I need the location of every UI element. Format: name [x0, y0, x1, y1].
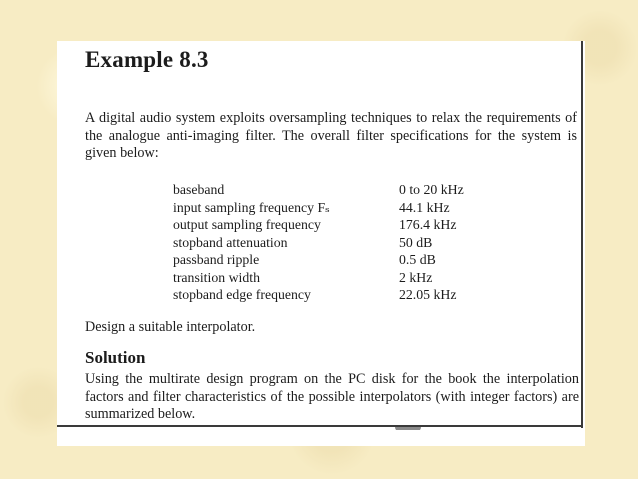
spec-parameter: stopband attenuation [173, 234, 288, 250]
document-page [57, 41, 581, 425]
spec-row [173, 234, 464, 252]
specification-table [173, 181, 464, 304]
design-task: Design a suitable interpolator. [85, 319, 256, 335]
spec-parameter: stopband edge frequency [173, 287, 311, 302]
spec-row [173, 286, 464, 304]
slide-frame [57, 41, 585, 446]
solution-text: Using the multirate design program on the PC disk for the book the interpolation factors and filter characteristics of the possible interpolators (with integer factors) are summarized below. [85, 371, 579, 422]
solution-heading: Solution [85, 348, 146, 367]
spec-parameter: baseband [173, 182, 225, 197]
spec-value: 0 to 20 kHz [399, 182, 464, 197]
example-title: Example 8.3 [85, 47, 209, 72]
spec-value: 176.4 kHz [399, 217, 457, 232]
spec-parameter: passband ripple [173, 252, 260, 267]
spec-parameter: transition width [173, 269, 260, 285]
spec-value: 0.5 dB [399, 252, 436, 267]
spec-row [173, 181, 464, 199]
page-edge-right [581, 41, 583, 428]
spec-parameter: output sampling frequency [173, 217, 321, 232]
spec-value: 22.05 kHz [399, 287, 457, 302]
spec-value: 2 kHz [399, 269, 433, 285]
spec-row [173, 251, 464, 269]
spec-value: 50 dB [399, 234, 433, 250]
spec-row [173, 216, 464, 234]
spec-value: 44.1 kHz [399, 199, 450, 215]
spec-row [173, 269, 464, 287]
spec-row [173, 199, 464, 217]
page-edge-bottom [57, 425, 583, 427]
page-bottom-strip [59, 430, 580, 444]
problem-statement: A digital audio system exploits oversampling techniques to relax the requirements of the analogue anti-imaging filter. The overall filter specifications for the system is given below: [85, 110, 577, 161]
spec-parameter: input sampling frequency Fₛ [173, 199, 330, 215]
